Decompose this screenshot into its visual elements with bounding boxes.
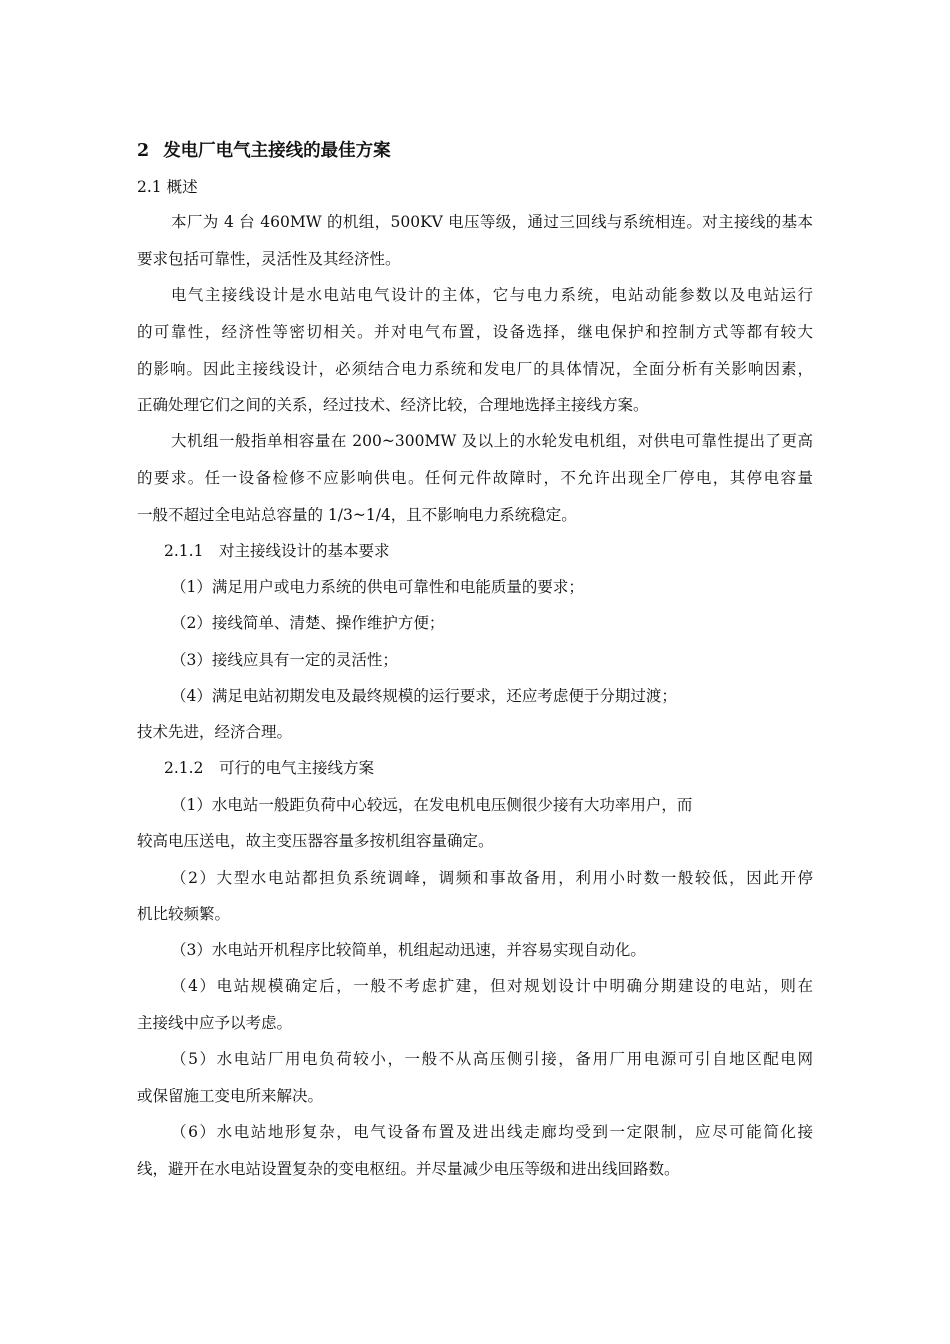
paragraph-line: 要求包括可靠性，灵活性及其经济性。	[137, 250, 401, 268]
list-item: （4）满足电站初期发电及最终规模的运行要求，还应考虑便于分期过渡；	[171, 687, 677, 705]
list-item: （6）水电站地形复杂，电气设备布置及进出线走廊均受到一定限制，应尽可能简化接	[171, 1123, 813, 1141]
list-item-continuation: 或保留施工变电所来解决。	[137, 1087, 324, 1105]
paragraph-line: 大机组一般指单相容量在 200~300MW 及以上的水轮发电机组，对供电可靠性提出了更高	[171, 432, 813, 450]
list-item-continuation: 机比较频繁。	[137, 905, 231, 923]
list-item-continuation: 线，避开在水电站设置复杂的变电枢纽。并尽量减少电压等级和进出线回路数。	[137, 1160, 680, 1178]
paragraph-line: 正确处理它们之间的关系，经过技术、经济比较，合理地选择主接线方案。	[137, 396, 649, 414]
paragraph-line: 的影响。因此主接线设计，必须结合电力系统和发电厂的具体情况，全面分析有关影响因素，	[137, 360, 813, 378]
list-item-continuation: 主接线中应予以考虑。	[137, 1014, 293, 1032]
list-item: （2）接线简单、清楚、操作维护方便；	[171, 614, 445, 632]
subsubsection-heading: 2.1.2 可行的电气主接线方案	[164, 759, 374, 777]
list-item: （1）满足用户或电力系统的供电可靠性和电能质量的要求；	[171, 578, 584, 596]
subsection-heading: 2.1 概述	[137, 178, 198, 196]
subsubsection-heading: 2.1.1 对主接线设计的基本要求	[164, 542, 390, 560]
list-item: （4）电站规模确定后，一般不考虑扩建，但对规划设计中明确分期建设的电站，则在	[171, 977, 813, 995]
section-title: 发电厂电气主接线的最佳方案	[163, 141, 391, 161]
section-heading	[137, 141, 391, 161]
paragraph-line: 本厂为 4 台 460MW 的机组，500KV 电压等级，通过三回线与系统相连。对主接线的基本	[171, 213, 813, 231]
paragraph-line: 电气主接线设计是水电站电气设计的主体，它与电力系统，电站动能参数以及电站运行	[171, 286, 813, 304]
paragraph-line: 技术先进，经济合理。	[137, 723, 293, 741]
list-item: （3）水电站开机程序比较简单，机组起动迅速，并容易实现自动化。	[171, 941, 646, 959]
section-number: 2	[137, 141, 150, 161]
list-item: （1）水电站一般距负荷中心较远，在发电机电压侧很少接有大功率用户，而	[171, 796, 693, 814]
paragraph-line: 的可靠性，经济性等密切相关。并对电气布置，设备选择，继电保护和控制方式等都有较大	[137, 323, 813, 341]
list-item: （3）接线应具有一定的灵活性；	[171, 651, 398, 669]
list-item: （2）大型水电站都担负系统调峰，调频和事故备用，利用小时数一般较低，因此开停	[171, 869, 813, 887]
list-item-continuation: 较高电压送电，故主变压器容量多按机组容量确定。	[137, 832, 494, 850]
paragraph-line: 的要求。任一设备检修不应影响供电。任何元件故障时，不允许出现全厂停电，其停电容量	[137, 469, 813, 487]
list-item: （5）水电站厂用电负荷较小，一般不从高压侧引接，备用厂用电源可引自地区配电网	[171, 1050, 813, 1068]
paragraph-line: 一般不超过全电站总容量的 1/3~1/4，且不影响电力系统稳定。	[137, 506, 577, 524]
